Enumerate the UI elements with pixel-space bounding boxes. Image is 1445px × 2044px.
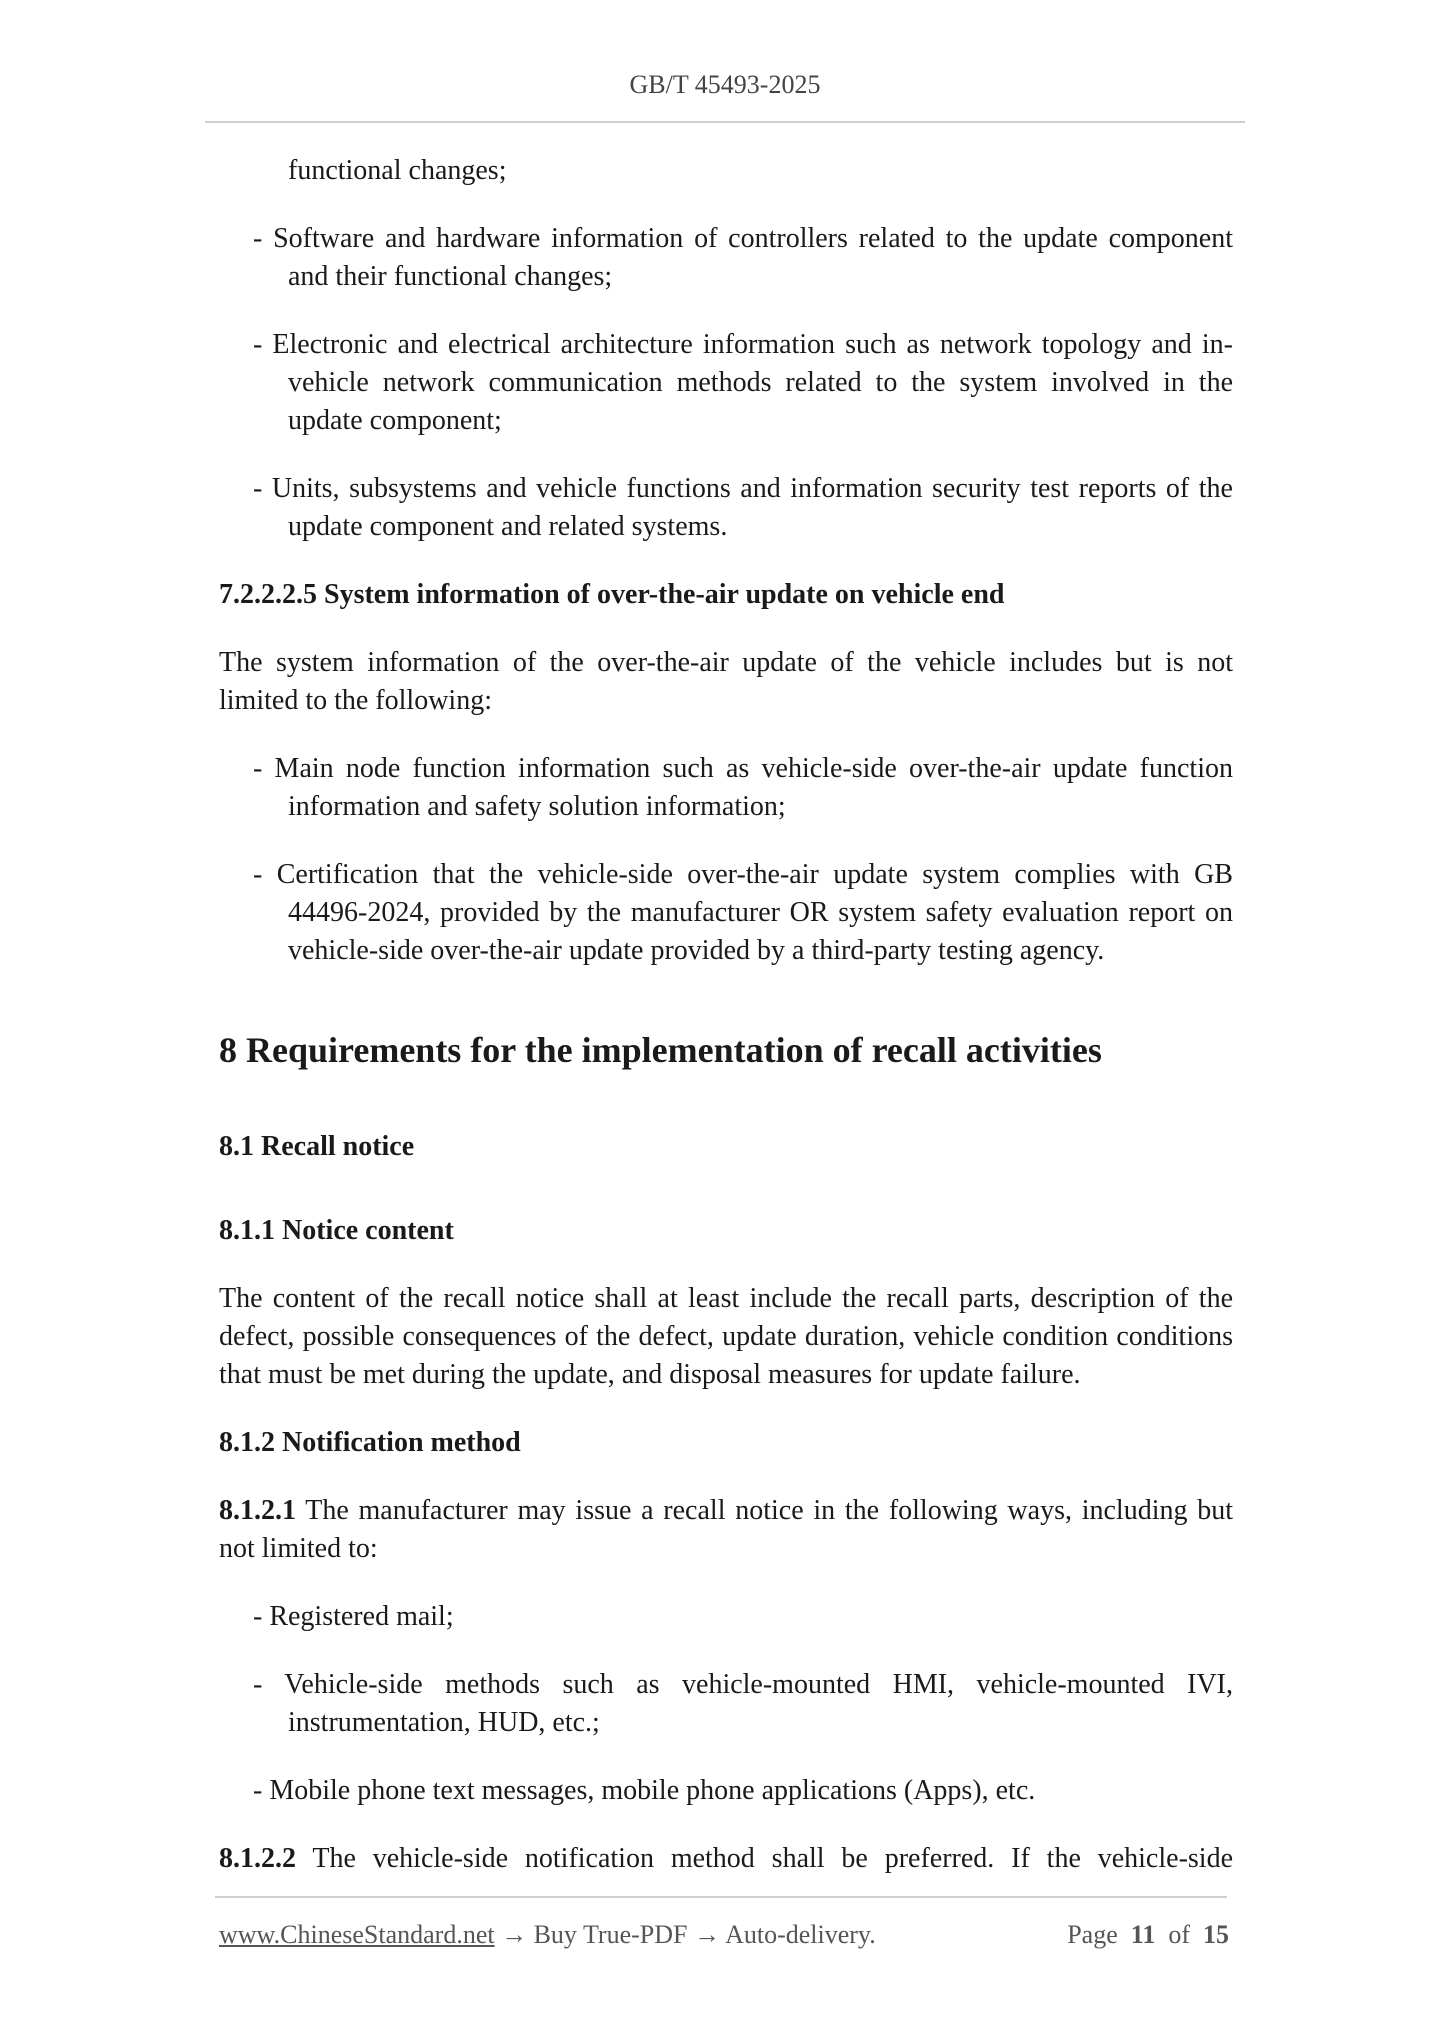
delivery-text: Auto-delivery.	[725, 1920, 876, 1949]
clause-number: 8.1.2.2	[219, 1843, 296, 1874]
clause-text: The manufacturer may issue a recall notice in the following ways, including but not limited to:	[219, 1495, 1233, 1564]
section-heading-8-1-2: 8.1.2 Notification method	[219, 1427, 521, 1458]
list-item: - Mobile phone text messages, mobile phone applications (Apps), etc.	[253, 1775, 1036, 1806]
arrow-right-icon: →	[501, 1920, 528, 1949]
list-item: - Certification that the vehicle-side over-the-air update system complies with GB 44496-2024, provided by the manufacturer OR system safety evaluation report on vehicle-side over-the-air update provided by a third-party testing agency.	[253, 859, 1233, 966]
continued-list-text: functional changes;	[288, 155, 507, 186]
page-number: 11	[1130, 1920, 1156, 1949]
header-divider	[205, 121, 1245, 123]
page-total: 15	[1203, 1920, 1229, 1949]
list-item: - Units, subsystems and vehicle functions and information security test reports of the update component and related systems.	[253, 473, 1233, 542]
footer-divider	[215, 1896, 1227, 1898]
list-item: - Main node function information such as vehicle-side over-the-air update function information and safety solution information;	[253, 753, 1233, 822]
buy-text: Buy True-PDF	[533, 1920, 688, 1949]
website-link[interactable]: www.ChineseStandard.net	[219, 1920, 495, 1949]
paragraph	[219, 1492, 1233, 1568]
list-item: - Registered mail;	[253, 1601, 454, 1632]
paragraph: The content of the recall notice shall at least include the recall parts, description of the defect, possible consequences of the defect, update duration, vehicle condition conditions that must be met during the update, and disposal measures for update failure.	[219, 1283, 1233, 1390]
section-heading-7-2-2-2-5: 7.2.2.2.5 System information of over-the-air update on vehicle end	[219, 579, 1005, 610]
section-heading-8-1-1: 8.1.1 Notice content	[219, 1215, 454, 1246]
list-item: - Vehicle-side methods such as vehicle-mounted HMI, vehicle-mounted IVI, instrumentation, HUD, etc.;	[253, 1669, 1233, 1738]
paragraph: The system information of the over-the-air update of the vehicle includes but is not limited to the following:	[219, 647, 1233, 716]
section-heading-8-1: 8.1 Recall notice	[219, 1131, 415, 1162]
clause-text: The vehicle-side notification method shall be preferred. If the vehicle-side	[296, 1843, 1233, 1874]
document-body	[219, 152, 1233, 1878]
paragraph	[219, 1840, 1233, 1878]
section-heading-8: 8 Requirements for the implementation of recall activities	[219, 1030, 1102, 1070]
list-item: - Electronic and electrical architecture information such as network topology and in-vehicle network communication methods related to the system involved in the update component;	[253, 329, 1233, 436]
page-header: GB/T 45493-2025	[629, 70, 821, 99]
page-footer	[219, 1918, 1229, 1952]
page-indicator	[1067, 1918, 1229, 1952]
page-label: Page	[1067, 1920, 1118, 1949]
list-item: - Software and hardware information of controllers related to the update component and their functional changes;	[253, 223, 1233, 292]
clause-number: 8.1.2.1	[219, 1495, 296, 1526]
of-label: of	[1168, 1920, 1190, 1949]
arrow-right-icon: →	[694, 1920, 720, 1949]
